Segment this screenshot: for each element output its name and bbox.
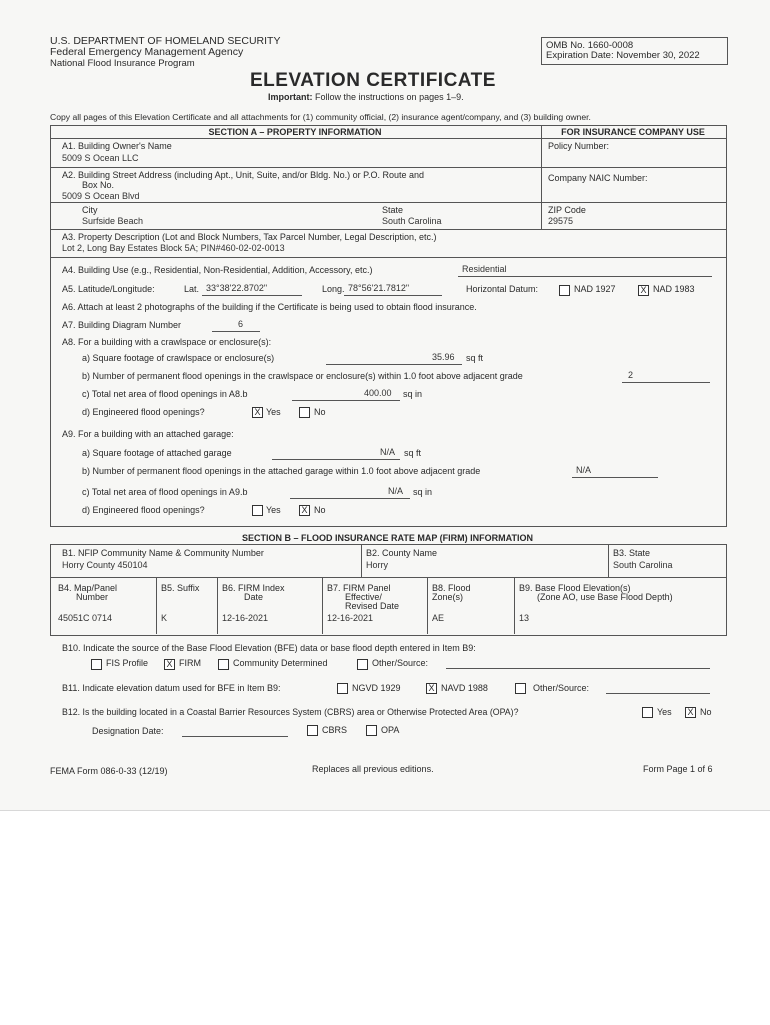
b1-label: B1. NFIP Community Name & Community Number [62, 548, 264, 558]
omb-number: OMB No. 1660-0008 [546, 40, 634, 51]
important-label: Important: [268, 92, 313, 102]
a9a-label: a) Square footage of attached garage [82, 448, 232, 458]
important-text: Follow the instructions on pages 1–9. [315, 92, 464, 102]
b11-navd-checkbox[interactable]: X [426, 683, 437, 694]
b6-value[interactable]: 12-16-2021 [222, 613, 269, 623]
a9-label: A9. For a building with an attached garage: [62, 429, 234, 439]
a5-label: A5. Latitude/Longitude: [62, 284, 155, 294]
designation-date-input[interactable] [182, 736, 288, 737]
a3-value[interactable]: Lot 2, Long Bay Estates Block 5A; PIN#460-02-02-0013 [62, 243, 285, 253]
b8-label-cont: Zone(s) [432, 592, 464, 602]
b10-other-input[interactable] [446, 668, 710, 669]
a2-label-cont: Box No. [82, 180, 115, 190]
b12-label: B12. Is the building located in a Coastal Barrier Resources System (CBRS) area or Otherwise Protected Area (OPA)? [62, 707, 519, 717]
page-title: ELEVATION CERTIFICATE [250, 70, 496, 91]
a8-label: A8. For a building with a crawlspace or enclosure(s): [62, 337, 272, 347]
long-label: Long. [322, 284, 345, 294]
b12-yes-label: Yes [657, 707, 672, 717]
a8b-value[interactable]: 2 [628, 370, 634, 380]
replaces-note: Replaces all previous editions. [312, 764, 434, 774]
b12-no-checkbox[interactable]: X [685, 707, 696, 718]
a6-label: A6. Attach at least 2 photographs of the building if the Certificate is being used to obtain flood insurance. [62, 302, 477, 312]
b7-label-cont: Effective/ [345, 592, 382, 602]
lat-label: Lat. [184, 284, 200, 294]
a7-label: A7. Building Diagram Number [62, 320, 182, 330]
a9d-no-label: No [314, 505, 326, 515]
blank-area [0, 810, 770, 1025]
section-b-heading: SECTION B – FLOOD INSURANCE RATE MAP (FIRM) INFORMATION [242, 533, 533, 543]
b10-firm-checkbox[interactable]: X [164, 659, 175, 670]
nad1983-label: NAD 1983 [653, 284, 695, 294]
a3-label: A3. Property Description (Lot and Block Numbers, Tax Parcel Number, Legal Description, etc.) [62, 232, 437, 242]
zip-value[interactable]: 29575 [548, 216, 574, 226]
agency-line-1: U.S. DEPARTMENT OF HOMELAND SECURITY [50, 35, 281, 47]
datum-label: Horizontal Datum: [466, 284, 539, 294]
a2-value[interactable]: 5009 S Ocean Blvd [62, 191, 140, 201]
b4-value[interactable]: 45051C 0714 [58, 613, 113, 623]
b11-other-label: Other/Source: [533, 683, 590, 693]
policy-number-label: Policy Number: [548, 141, 610, 151]
a8c-unit: sq in [403, 389, 423, 399]
b6-label: B6. FIRM Index [222, 583, 285, 593]
a9d-no-checkbox[interactable]: X [299, 505, 310, 516]
a8d-no-checkbox[interactable] [299, 407, 310, 418]
opa-checkbox[interactable] [366, 725, 377, 736]
opa-label: OPA [381, 725, 400, 735]
b11-other-input[interactable] [606, 693, 710, 694]
b4-label: B4. Map/Panel [58, 583, 118, 593]
copy-note: Copy all pages of this Elevation Certificate and all attachments for (1) community official, (2) insurance agent/company, and (3) building owner. [50, 112, 591, 122]
a1-value[interactable]: 5009 S Ocean LLC [62, 153, 139, 163]
a9b-label: b) Number of permanent flood openings in the attached garage within 1.0 foot above adjacent grade [82, 466, 481, 476]
b7-label-cont2: Revised Date [345, 601, 400, 611]
b12-no-label: No [700, 707, 712, 717]
b4-label-cont: Number [76, 592, 109, 602]
a4-value[interactable]: Residential [462, 264, 507, 274]
a9d-yes-checkbox[interactable] [252, 505, 263, 516]
designation-date-label: Designation Date: [92, 726, 164, 736]
lat-value[interactable]: 33°38'22.8702" [206, 283, 268, 293]
insurance-use-heading: FOR INSURANCE COMPANY USE [561, 127, 705, 137]
b10-other-label: Other/Source: [372, 658, 429, 668]
b10-fis-label: FIS Profile [106, 658, 149, 668]
a9a-unit: sq ft [404, 448, 422, 458]
city-label: City [82, 205, 98, 215]
b2-label: B2. County Name [366, 548, 438, 558]
a8c-label: c) Total net area of flood openings in A8.b [82, 389, 248, 399]
b10-community-checkbox[interactable] [218, 659, 229, 670]
naic-label: Company NAIC Number: [548, 173, 648, 183]
important-note [268, 92, 464, 102]
long-value[interactable]: 78°56'21.7812" [348, 283, 410, 293]
b11-navd-label: NAVD 1988 [441, 683, 488, 693]
nad1927-label: NAD 1927 [574, 284, 616, 294]
a9c-value[interactable]: N/A [388, 486, 404, 496]
a9c-label: c) Total net area of flood openings in A9.b [82, 487, 248, 497]
b11-other-checkbox[interactable] [515, 683, 526, 694]
a9a-value[interactable]: N/A [380, 447, 396, 457]
section-a-heading: SECTION A – PROPERTY INFORMATION [208, 127, 382, 137]
a8b-label: b) Number of permanent flood openings in the crawlspace or enclosure(s) within 1.0 foot above adjacent grade [82, 371, 523, 381]
b10-firm-label: FIRM [179, 658, 201, 668]
a9c-unit: sq in [413, 487, 433, 497]
a8d-no-label: No [314, 407, 326, 417]
b5-label: B5. Suffix [161, 583, 200, 593]
agency-line-3: National Flood Insurance Program [50, 58, 195, 69]
a8a-label: a) Square footage of crawlspace or enclosure(s) [82, 353, 275, 363]
b6-label-cont: Date [244, 592, 264, 602]
b8-label: B8. Flood [432, 583, 471, 593]
b10-other-checkbox[interactable] [357, 659, 368, 670]
b7-label: B7. FIRM Panel [327, 583, 391, 593]
agency-line-2: Federal Emergency Management Agency [50, 46, 244, 58]
a9d-yes-label: Yes [266, 505, 281, 515]
b1-value[interactable]: Horry County 450104 [62, 560, 148, 570]
a8d-label: d) Engineered flood openings? [82, 407, 205, 417]
b7-value[interactable]: 12-16-2021 [327, 613, 374, 623]
b8-value[interactable]: AE [432, 613, 445, 623]
state-value[interactable]: South Carolina [382, 216, 442, 226]
a9d-label: d) Engineered flood openings? [82, 505, 205, 515]
b2-value[interactable]: Horry [366, 560, 388, 570]
a2-label: A2. Building Street Address (including Apt., Unit, Suite, and/or Bldg. No.) or P.O. Route and [62, 170, 425, 180]
b3-value[interactable]: South Carolina [613, 560, 673, 570]
a8d-yes-checkbox[interactable]: X [252, 407, 263, 418]
b10-community-label: Community Determined [233, 658, 328, 668]
b9-label: B9. Base Flood Elevation(s) [519, 583, 631, 593]
cbrs-checkbox[interactable] [307, 725, 318, 736]
expiration-date: Expiration Date: November 30, 2022 [546, 50, 700, 61]
b3-label: B3. State [613, 548, 651, 558]
nad1983-checkbox[interactable]: X [638, 285, 649, 296]
page-number: Form Page 1 of 6 [643, 764, 713, 774]
city-value[interactable]: Surfside Beach [82, 216, 144, 226]
b11-ngvd-checkbox[interactable] [337, 683, 348, 694]
a8a-unit: sq ft [466, 353, 484, 363]
b11-ngvd-label: NGVD 1929 [352, 683, 401, 693]
b10-fis-checkbox[interactable] [91, 659, 102, 670]
cbrs-label: CBRS [322, 725, 348, 735]
b5-value[interactable]: K [161, 613, 168, 623]
a1-label: A1. Building Owner's Name [62, 141, 172, 151]
b11-label: B11. Indicate elevation datum used for BFE in Item B9: [62, 683, 281, 693]
a8d-yes-label: Yes [266, 407, 281, 417]
b12-yes-checkbox[interactable] [642, 707, 653, 718]
state-label: State [382, 205, 404, 215]
a9b-value[interactable]: N/A [576, 465, 592, 475]
a4-label: A4. Building Use (e.g., Residential, Non-Residential, Addition, Accessory, etc.) [62, 265, 373, 275]
a8c-value[interactable]: 400.00 [364, 388, 392, 398]
form-number: FEMA Form 086-0-33 (12/19) [50, 766, 168, 776]
a8a-value[interactable]: 35.96 [432, 352, 455, 362]
a7-value[interactable]: 6 [238, 319, 244, 329]
zip-label: ZIP Code [548, 205, 586, 215]
b10-label: B10. Indicate the source of the Base Flood Elevation (BFE) data or base flood depth entered in Item B9: [62, 643, 476, 653]
b9-value[interactable]: 13 [519, 613, 530, 623]
b9-label-cont: (Zone AO, use Base Flood Depth) [537, 592, 673, 602]
nad1927-checkbox[interactable] [559, 285, 570, 296]
